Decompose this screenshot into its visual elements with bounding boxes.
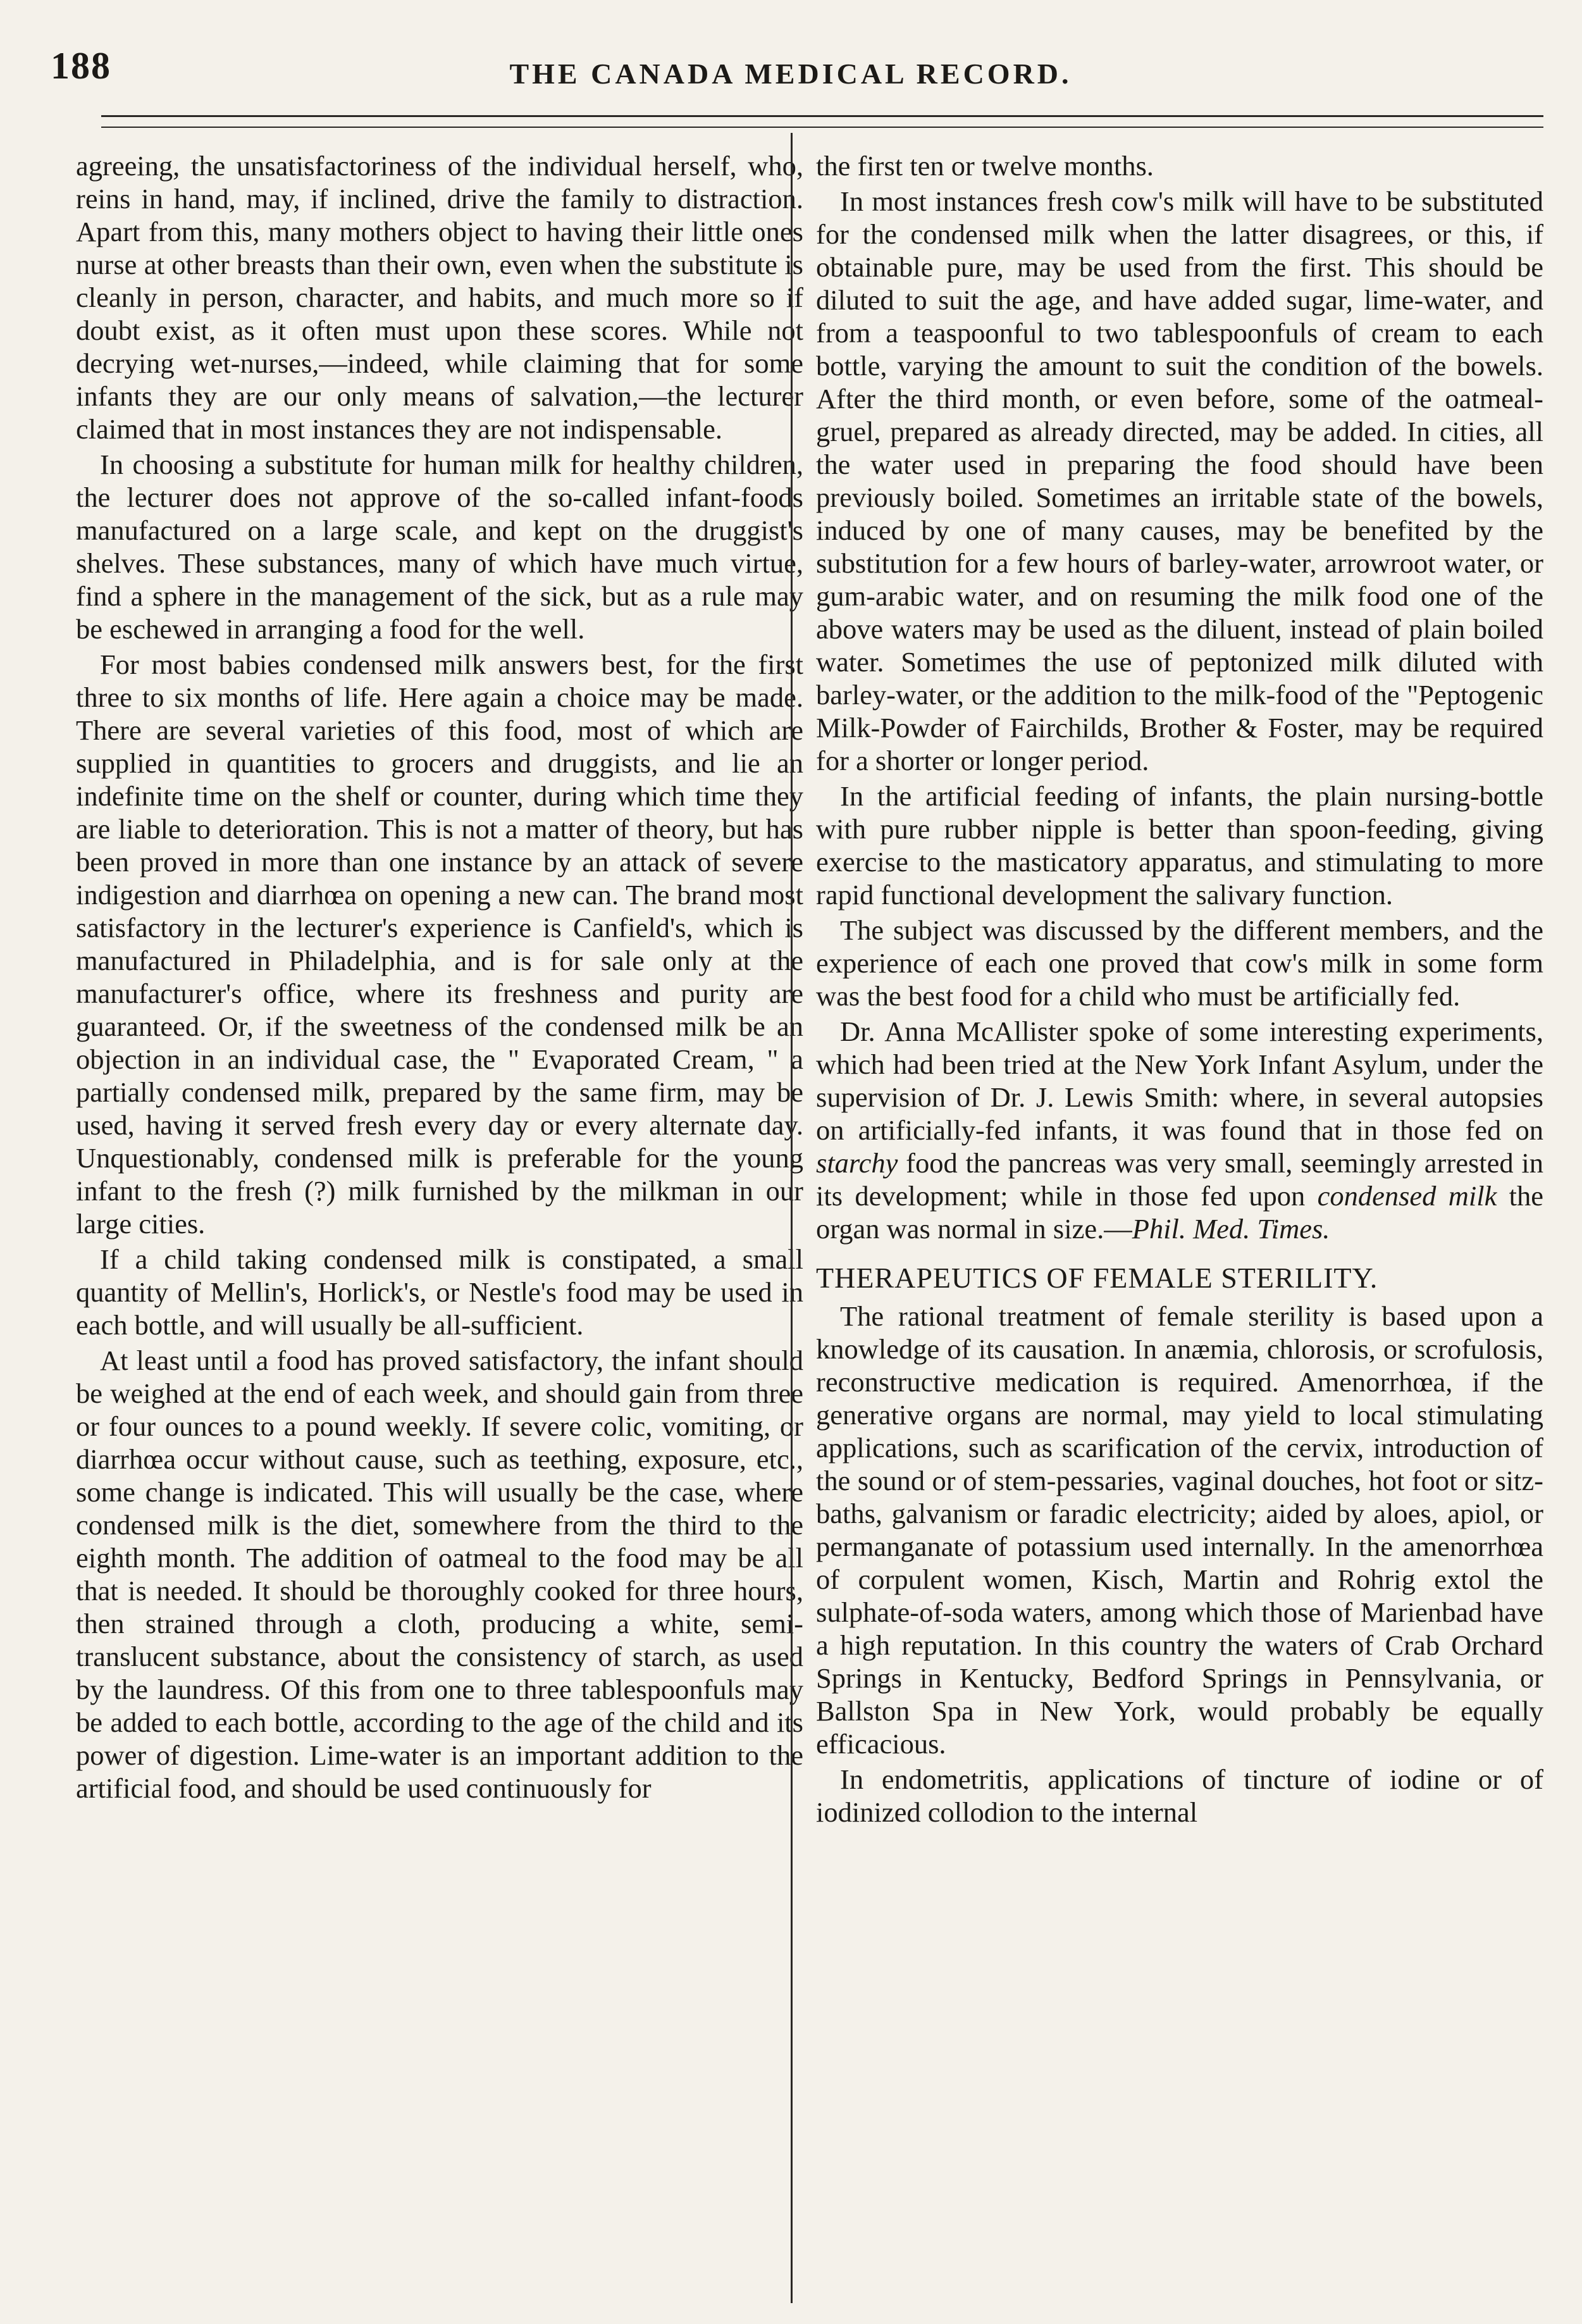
page-number: 188	[51, 45, 111, 87]
paragraph-text: food the pancreas was very small, seemingly arrested in its development; while in those fed upon	[816, 1147, 1543, 1212]
left-column	[76, 149, 803, 2313]
paragraph: At least until a food has proved satisfactory, the infant should be weighed at the end of each week, and should gain from three or four ounces to a pound weekly. If severe colic, vomiting, or diarrhœa occur without cause, such as teething, exposure, etc., some change is indicated. This will usually be the case, where condensed milk is the diet, somewhere from the third to the eighth month. The addition of oatmeal to the food may be all that is needed. It should be thoroughly cooked for three hours, then strained through a cloth, producing a white, semi-translucent substance, about the consistency of starch, as used by the laundress. Of this from one to three tablespoonfuls may be added to each bottle, according to the age of the child and its power of digestion. Lime-water is an important addition to the artificial food, and should be used continuously for	[76, 1345, 803, 1804]
header-rule	[101, 115, 1543, 117]
citation: Phil. Med. Times.	[1132, 1213, 1330, 1245]
paragraph: In the artificial feeding of infants, the plain nursing-bottle with pure rubber nipple is better than spoon-feeding, giving exercise to the masticatory apparatus, and stimulating to more rapid functional development the salivary function.	[816, 780, 1543, 910]
section-heading: THERAPEUTICS OF FEMALE STERILITY.	[816, 1262, 1378, 1294]
paragraph: For most babies condensed milk answers best, for the first three to six months of life. Here again a choice may be made. There are several varieties of this food, most of which are supplied in quantities to grocers and druggists, and lie an indefinite time on the shelf or counter, during which time they are liable to deterioration. This is not a matter of theory, but has been proved in more than one instance by an attack of severe indigestion and diarrhœa on opening a new can. The brand most satisfactory in the lecturer's experience is Canfield's, which is manufactured in Philadelphia, and is for sale only at the manufacturer's office, where its freshness and purity are guaranteed. Or, if the sweetness of the condensed milk be an objection in an individual case, the " Evaporated Cream, " a partially condensed milk, prepared by the same firm, may be used, having it served fresh every day or every alternate day. Unquestionably, condensed milk is preferable for the young infant to the fresh (?) milk furnished by the milkman in our large cities.	[76, 649, 803, 1240]
right-column	[816, 149, 1543, 2313]
paragraph-text: the organ was normal in size.—	[816, 1180, 1543, 1245]
header-rule-secondary	[101, 127, 1543, 128]
paragraph: the first ten or twelve months.	[816, 150, 1154, 182]
emphasis-text: starchy	[816, 1147, 898, 1179]
paragraph: In choosing a substitute for human milk for healthy children, the lecturer does not approve of the so-called infant-foods manufactured on a large scale, and kept on the druggist's shelves. These substances, many of which have much virtue, find a sphere in the management of the sick, but as a rule may be eschewed in arranging a food for the well.	[76, 449, 803, 645]
paragraph: In endometritis, applications of tincture of iodine or of iodinized collodion to the internal	[816, 1763, 1543, 1828]
paragraph: In most instances fresh cow's milk will have to be substituted for the condensed milk when the latter disagrees, or this, if obtainable pure, may be used from the first. This should be diluted to suit the age, and have added sugar, lime-water, and from a teaspoonful to two tablespoonfuls of cream to each bottle, varying the amount to suit the condition of the bowels. After the third month, or even before, some of the oatmeal-gruel, prepared as already directed, may be added. In cities, all the water used in preparing the food should have been previously boiled. Sometimes an irritable state of the bowels, induced by one of many causes, may be benefited by the substitution for a few hours of barley-water, arrowroot water, or gum-arabic water, and on resuming the milk food one of the above waters may be used as the diluent, instead of plain boiled water. Sometimes the use of peptonized milk diluted with barley-water, or the addition to the milk-food of the "Peptogenic Milk-Powder of Fairchilds, Brother & Foster, may be required for a shorter or longer period.	[816, 185, 1543, 776]
running-title: THE CANADA MEDICAL RECORD.	[509, 58, 1072, 90]
paragraph: agreeing, the unsatisfactoriness of the individual herself, who, reins in hand, may, if inclined, drive the family to distraction. Apart from this, many mothers object to having their little ones nurse at other breasts than their own, even when the substitute is cleanly in person, character, and habits, and much more so if doubt exist, as it often must upon these scores. While not decrying wet-nurses,—indeed, while claiming that for some infants they are our only means of salvation,—the lecturer claimed that in most instances they are not indispensable.	[76, 150, 803, 445]
paragraph: The subject was discussed by the different members, and the experience of each one proved that cow's milk in some form was the best food for a child who must be artificially fed.	[816, 914, 1543, 1012]
paragraph	[816, 1015, 1543, 1245]
emphasis-text: condensed milk	[1317, 1180, 1497, 1212]
paragraph: If a child taking condensed milk is constipated, a small quantity of Mellin's, Horlick's, or Nestle's food may be used in each bottle, and will usually be all-sufficient.	[76, 1243, 803, 1341]
page-header	[51, 44, 1531, 114]
column-divider	[791, 133, 793, 2303]
paragraph: The rational treatment of female sterility is based upon a knowledge of its causation. In anæmia, chlorosis, or scrofulosis, reconstructive medication is required. Amenorrhœa, if the generative organs are normal, may yield to local stimulating applications, such as scarification of the cervix, introduction of the sound or of stem-pessaries, vaginal douches, hot foot or sitz-baths, galvanism or faradic electricity; aided by aloes, apiol, or permanganate of potassium used internally. In the amenorrhœa of corpulent women, Kisch, Martin and Rohrig extol the sulphate-of-soda waters, among which those of Marienbad have a high reputation. In this country the waters of Crab Orchard Springs in Kentucky, Bedford Springs in Pennsylvania, or Ballston Spa in New York, would probably be equally efficacious.	[816, 1300, 1543, 1760]
paragraph-text: Dr. Anna McAllister spoke of some interesting experiments, which had been tried at the New York Infant Asylum, under the supervision of Dr. J. Lewis Smith: where, in several autopsies on artificially-fed infants, it was found that in those fed on	[816, 1016, 1543, 1146]
